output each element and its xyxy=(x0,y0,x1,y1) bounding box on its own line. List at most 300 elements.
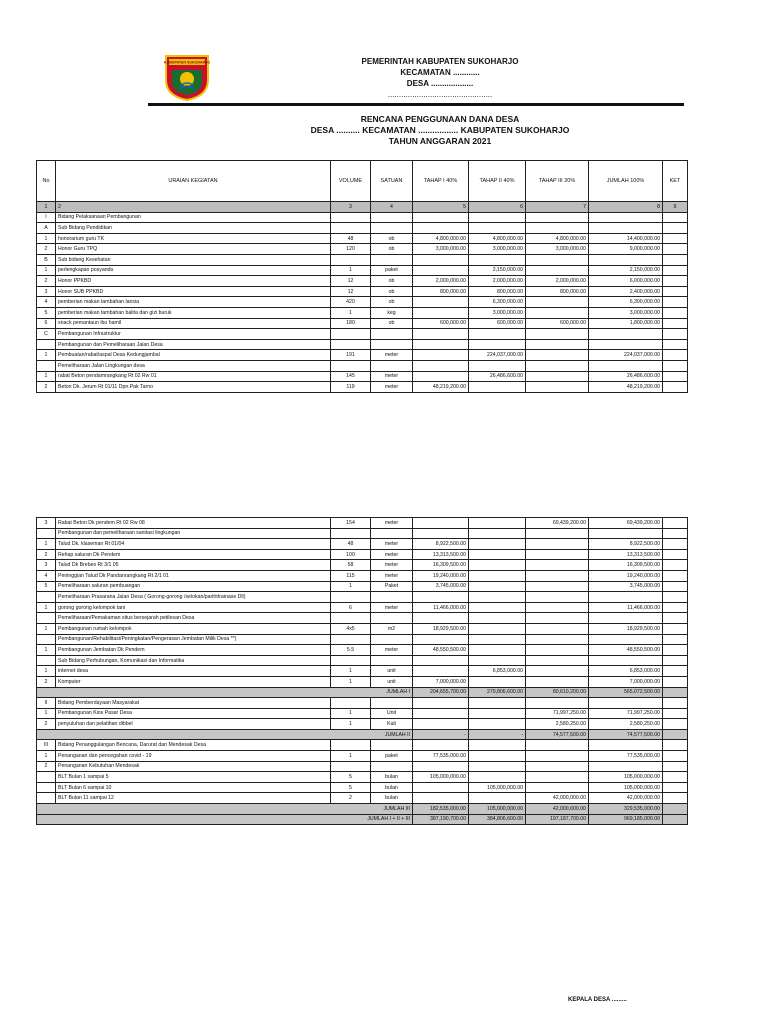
cell-no: 1 xyxy=(37,602,56,613)
cell-uraian-kegiatan: BLT Bulan 1 sampai 5 xyxy=(56,772,331,783)
cell-volume xyxy=(331,360,371,371)
cell-satuan: ob xyxy=(371,318,413,329)
cell-tahap-iii-20- xyxy=(526,329,589,340)
cell-no: B xyxy=(37,254,56,265)
table-row xyxy=(37,286,688,297)
cell-tahap-ii-40- xyxy=(469,761,526,772)
cell-uraian-kegiatan: Penanganan Kebutuhan Mendesak xyxy=(56,761,331,772)
cell-volume: 2 xyxy=(331,793,371,804)
table-row xyxy=(37,592,688,603)
total-jumlah: 74,577,500.00 xyxy=(589,729,663,740)
cell-volume: 5.5 xyxy=(331,645,371,656)
table-row xyxy=(37,254,688,265)
cell-jumlah-100-: 26,486,600.00 xyxy=(589,371,663,382)
cell-no xyxy=(37,613,56,624)
budget-table-page2 xyxy=(36,517,688,825)
cell-volume: 58 xyxy=(331,560,371,571)
cell-tahap-ii-40- xyxy=(469,708,526,719)
cell-tahap-i-40-: 8,922,500.00 xyxy=(413,539,469,550)
cell-ket xyxy=(663,329,688,340)
cell-tahap-ii-40- xyxy=(469,698,526,709)
cell-ket xyxy=(663,560,688,571)
cell-uraian-kegiatan: URAIAN KEGIATAN xyxy=(56,161,331,202)
cell-uraian-kegiatan: Rabat Beton Dk pendem Rt 02 Rw 08 xyxy=(56,518,331,529)
cell-tahap-iii-20-: 69,439,200.00 xyxy=(526,518,589,529)
table-row xyxy=(37,655,688,666)
cell-uraian-kegiatan: Pembuatan/rabat/aspal Desa Kedungjambal xyxy=(56,350,331,361)
cell-uraian-kegiatan: pemberian makan tambahan balita dan gizi buruk xyxy=(56,307,331,318)
cell-tahap-i-40- xyxy=(413,719,469,730)
cell-tahap-i-40- xyxy=(413,329,469,340)
total-tahap3: 197,187,700.00 xyxy=(526,814,589,825)
cell-no: 2 xyxy=(37,276,56,287)
cell-volume: 145 xyxy=(331,371,371,382)
cell-tahap-ii-40- xyxy=(469,223,526,234)
cell-jumlah-100-: 16,309,500.00 xyxy=(589,560,663,571)
cell-tahap-i-40-: 105,000,000.00 xyxy=(413,772,469,783)
cell-satuan: keg xyxy=(371,307,413,318)
cell-tahap-ii-40-: 3,000,000.00 xyxy=(469,307,526,318)
cell-no: 1 xyxy=(37,233,56,244)
cell-satuan xyxy=(371,254,413,265)
cell-volume: 3 xyxy=(331,202,371,213)
cell-uraian-kegiatan: Pemeliharaan Jalan Lingkungan desa xyxy=(56,360,331,371)
cell-ket xyxy=(663,645,688,656)
cell-tahap-ii-40- xyxy=(469,602,526,613)
cell-tahap-iii-20- xyxy=(526,751,589,762)
cell-satuan: meter xyxy=(371,645,413,656)
cell-tahap-i-40- xyxy=(413,634,469,645)
cell-uraian-kegiatan: pemberian makan tambahan lansia xyxy=(56,297,331,308)
cell-tahap-ii-40- xyxy=(469,719,526,730)
cell-satuan: paket xyxy=(371,751,413,762)
cell-tahap-i-40- xyxy=(413,339,469,350)
cell-satuan: m2 xyxy=(371,623,413,634)
cell-jumlah-100-: 14,400,000.00 xyxy=(589,233,663,244)
table-row xyxy=(37,666,688,677)
table-row xyxy=(37,751,688,762)
table-row xyxy=(37,613,688,624)
cell-jumlah-100- xyxy=(589,698,663,709)
total-tahap2: 105,000,000.00 xyxy=(469,804,526,815)
cell-uraian-kegiatan: Talud Dk. klaseman Rt 01/04 xyxy=(56,539,331,550)
cell-tahap-i-40-: 11,466,000.00 xyxy=(413,602,469,613)
cell-no xyxy=(37,528,56,539)
cell-uraian-kegiatan: Sub Bidang Pendidikan xyxy=(56,223,331,234)
cell-tahap-iii-20- xyxy=(526,528,589,539)
cell-uraian-kegiatan: Pembangunan rumah kelompok xyxy=(56,623,331,634)
cell-tahap-iii-20-: 4,800,000.00 xyxy=(526,233,589,244)
cell-tahap-iii-20- xyxy=(526,740,589,751)
cell-satuan: Unit xyxy=(371,708,413,719)
table-row xyxy=(37,528,688,539)
cell-no: 1 xyxy=(37,371,56,382)
cell-tahap-ii-40-: 600,000.00 xyxy=(469,318,526,329)
cell-tahap-i-40- xyxy=(413,307,469,318)
cell-satuan xyxy=(371,528,413,539)
cell-no: 1 xyxy=(37,666,56,677)
cell-jumlah-100-: 2,580,250.00 xyxy=(589,719,663,730)
cell-tahap-i-40-: 2,000,000.00 xyxy=(413,276,469,287)
jumlah-i-row xyxy=(37,687,688,698)
cell-volume: 48 xyxy=(331,539,371,550)
cell-satuan: meter xyxy=(371,602,413,613)
cell-uraian-kegiatan: Penanganan dan pencegahan covid - 19 xyxy=(56,751,331,762)
table-row xyxy=(37,570,688,581)
cell-tahap-iii-20-: 600,000.00 xyxy=(526,318,589,329)
cell-volume xyxy=(331,698,371,709)
cell-jumlah-100-: 42,000,000.00 xyxy=(589,793,663,804)
cell-jumlah-100- xyxy=(589,254,663,265)
cell-uraian-kegiatan: penyuluhan dan pelatihan dibbel xyxy=(56,719,331,730)
cell-tahap-iii-20- xyxy=(526,307,589,318)
cell-volume: 1 xyxy=(331,751,371,762)
table-row xyxy=(37,708,688,719)
cell-satuan xyxy=(371,223,413,234)
cell-tahap-iii-20- xyxy=(526,761,589,772)
table-row xyxy=(37,223,688,234)
cell-tahap-ii-40- xyxy=(469,528,526,539)
cell-ket xyxy=(663,761,688,772)
cell-tahap-i-40-: 48,219,200.00 xyxy=(413,382,469,393)
table-row xyxy=(37,634,688,645)
table-row xyxy=(37,793,688,804)
cell-ket xyxy=(663,623,688,634)
cell-tahap-iii-20- xyxy=(526,371,589,382)
cell-volume: 1 xyxy=(331,708,371,719)
cell-volume: 1 xyxy=(331,666,371,677)
cell-volume xyxy=(331,212,371,223)
cell-tahap-ii-40-: 4,800,000.00 xyxy=(469,233,526,244)
desa-line: DESA ................... xyxy=(406,79,474,88)
cell-volume xyxy=(331,740,371,751)
cell-ket xyxy=(663,350,688,361)
cell-volume xyxy=(331,528,371,539)
cell-tahap-iii-20- xyxy=(526,265,589,276)
table-row xyxy=(37,539,688,550)
cell-ket xyxy=(663,339,688,350)
cell-satuan xyxy=(371,613,413,624)
cell-ket xyxy=(663,265,688,276)
cell-jumlah-100-: 69,439,200.00 xyxy=(589,518,663,529)
cell-tahap-i-40- xyxy=(413,666,469,677)
cell-uraian-kegiatan: Pemeliharaan Prasarana Jalan Desa ( Gorong-gorong /selokan/parit/drainase Dll) xyxy=(56,592,331,603)
table-row xyxy=(37,782,688,793)
cell-tahap-i-40- xyxy=(413,360,469,371)
cell-uraian-kegiatan: Pembangunan Jembatan Dk Pendem xyxy=(56,645,331,656)
cell-satuan: meter xyxy=(371,560,413,571)
cell-no: 3 xyxy=(37,560,56,571)
cell-no xyxy=(37,339,56,350)
cell-tahap-ii-40- xyxy=(469,793,526,804)
cell-satuan: ob xyxy=(371,276,413,287)
cell-tahap-iii-20- xyxy=(526,782,589,793)
cell-tahap-ii-40- xyxy=(469,613,526,624)
cell-tahap-iii-20- xyxy=(526,570,589,581)
cell-satuan xyxy=(371,329,413,340)
cell-tahap-iii-20- xyxy=(526,698,589,709)
cell-satuan: ob xyxy=(371,244,413,255)
cell-tahap-i-40- xyxy=(413,761,469,772)
cell-volume: 120 xyxy=(331,244,371,255)
cell-jumlah-100-: 105,000,000.00 xyxy=(589,782,663,793)
cell-satuan xyxy=(371,761,413,772)
cell-ket xyxy=(663,212,688,223)
cell-no: I xyxy=(37,212,56,223)
cell-tahap-ii-40-: 224,037,000.00 xyxy=(469,350,526,361)
cell-tahap-ii-40- xyxy=(469,751,526,762)
cell-no xyxy=(37,655,56,666)
cell-tahap-ii-40- xyxy=(469,581,526,592)
table-row xyxy=(37,761,688,772)
cell-no: 1 xyxy=(37,539,56,550)
cell-ket xyxy=(663,698,688,709)
cell-tahap-i-40- xyxy=(413,223,469,234)
cell-tahap-ii-40- xyxy=(469,254,526,265)
cell-tahap-i-40-: 13,313,500.00 xyxy=(413,549,469,560)
cell-uraian-kegiatan: BLT Bulan 11 sampai 12 xyxy=(56,793,331,804)
cell-tahap-i-40- xyxy=(413,740,469,751)
cell-satuan: Paket xyxy=(371,581,413,592)
cell-tahap-ii-40- xyxy=(469,518,526,529)
cell-uraian-kegiatan: 2 xyxy=(56,202,331,213)
cell-jumlah-100- xyxy=(589,655,663,666)
cell-tahap-ii-40- xyxy=(469,634,526,645)
cell-ket xyxy=(663,286,688,297)
total-ket xyxy=(663,729,688,740)
table-row xyxy=(37,212,688,223)
cell-tahap-ii-40-: 6 xyxy=(469,202,526,213)
total-tahap2: 384,806,600.00 xyxy=(469,814,526,825)
cell-volume xyxy=(331,339,371,350)
cell-tahap-iii-20- xyxy=(526,634,589,645)
total-label: JUMLAH III xyxy=(37,804,413,815)
cell-no xyxy=(37,592,56,603)
cell-jumlah-100-: 2,400,000.00 xyxy=(589,286,663,297)
table-row xyxy=(37,307,688,318)
cell-no: 2 xyxy=(37,244,56,255)
cell-tahap-iii-20- xyxy=(526,666,589,677)
cell-tahap-ii-40-: 6,300,000.00 xyxy=(469,297,526,308)
table-row xyxy=(37,645,688,656)
cell-jumlah-100-: JUMLAH 100% xyxy=(589,161,663,202)
cell-no: 4 xyxy=(37,570,56,581)
cell-volume: 5 xyxy=(331,772,371,783)
cell-jumlah-100- xyxy=(589,592,663,603)
cell-ket xyxy=(663,371,688,382)
cell-volume: 100 xyxy=(331,549,371,560)
cell-no: 2 xyxy=(37,382,56,393)
cell-jumlah-100-: 18,929,500.00 xyxy=(589,623,663,634)
table-row xyxy=(37,602,688,613)
table-row xyxy=(37,719,688,730)
cell-tahap-ii-40- xyxy=(469,592,526,603)
cell-volume: 5 xyxy=(331,782,371,793)
cell-satuan xyxy=(371,698,413,709)
document-location: DESA .......... KECAMATAN ................. KABUPATEN SUKOHARJO xyxy=(310,125,570,135)
cell-no: 2 xyxy=(37,549,56,560)
cell-jumlah-100-: 8 xyxy=(589,202,663,213)
cell-tahap-i-40- xyxy=(413,254,469,265)
cell-tahap-i-40-: 77,535,000.00 xyxy=(413,751,469,762)
cell-no xyxy=(37,793,56,804)
cell-jumlah-100-: 13,313,500.00 xyxy=(589,549,663,560)
cell-uraian-kegiatan: snack pemantaun ibu hamil xyxy=(56,318,331,329)
cell-volume xyxy=(331,254,371,265)
document-year: TAHUN ANGGARAN 2021 xyxy=(388,136,492,146)
cell-tahap-i-40-: 3,745,000.00 xyxy=(413,581,469,592)
cell-satuan xyxy=(371,634,413,645)
cell-ket xyxy=(663,634,688,645)
cell-tahap-iii-20- xyxy=(526,772,589,783)
table-row xyxy=(37,560,688,571)
cell-satuan: meter xyxy=(371,570,413,581)
table-row xyxy=(37,676,688,687)
cell-tahap-i-40- xyxy=(413,698,469,709)
cell-satuan xyxy=(371,740,413,751)
cell-tahap-iii-20- xyxy=(526,592,589,603)
cell-jumlah-100-: 71,997,250.00 xyxy=(589,708,663,719)
cell-volume: 191 xyxy=(331,350,371,361)
cell-tahap-ii-40- xyxy=(469,339,526,350)
cell-volume: VOLUME xyxy=(331,161,371,202)
cell-volume: 1 xyxy=(331,265,371,276)
cell-ket xyxy=(663,539,688,550)
jumlah-total-row xyxy=(37,814,688,825)
cell-ket xyxy=(663,518,688,529)
cell-tahap-ii-40- xyxy=(469,212,526,223)
header-divider xyxy=(148,103,684,106)
cell-tahap-iii-20- xyxy=(526,350,589,361)
cell-ket xyxy=(663,297,688,308)
jumlah-iii-row xyxy=(37,804,688,815)
total-ket xyxy=(663,804,688,815)
total-jumlah: 565,072,500.00 xyxy=(589,687,663,698)
cell-volume: 1 xyxy=(331,719,371,730)
cell-tahap-ii-40- xyxy=(469,645,526,656)
table-row xyxy=(37,360,688,371)
cell-tahap-ii-40- xyxy=(469,772,526,783)
cell-no xyxy=(37,782,56,793)
cell-jumlah-100-: 105,000,000.00 xyxy=(589,772,663,783)
cell-no: 5 xyxy=(37,581,56,592)
cell-ket xyxy=(663,318,688,329)
total-label: JUMLAH I + II + III xyxy=(37,814,413,825)
total-label: JUMLAH I xyxy=(37,687,413,698)
cell-uraian-kegiatan: Sub bidang Kesehatan xyxy=(56,254,331,265)
cell-tahap-ii-40-: 2,000,000.00 xyxy=(469,276,526,287)
cell-ket xyxy=(663,655,688,666)
letterhead xyxy=(200,56,680,100)
cell-jumlah-100- xyxy=(589,360,663,371)
cell-uraian-kegiatan: Pembangunan Kios Pasar Desa xyxy=(56,708,331,719)
cell-no: 3 xyxy=(37,518,56,529)
cell-tahap-iii-20- xyxy=(526,613,589,624)
cell-satuan: meter xyxy=(371,518,413,529)
total-tahap1: 387,190,700.00 xyxy=(413,814,469,825)
cell-no: 5 xyxy=(37,307,56,318)
cell-satuan: ob xyxy=(371,286,413,297)
cell-satuan: SATUAN xyxy=(371,161,413,202)
cell-uraian-kegiatan: Honor PPKBD xyxy=(56,276,331,287)
cell-tahap-iii-20-: 71,997,250.00 xyxy=(526,708,589,719)
cell-tahap-i-40- xyxy=(413,350,469,361)
cell-no xyxy=(37,634,56,645)
cell-tahap-i-40-: 16,309,500.00 xyxy=(413,560,469,571)
cell-tahap-i-40-: 19,240,000.00 xyxy=(413,570,469,581)
cell-no: 2 xyxy=(37,676,56,687)
cell-satuan: meter xyxy=(371,539,413,550)
cell-tahap-i-40- xyxy=(413,613,469,624)
cell-tahap-iii-20- xyxy=(526,655,589,666)
cell-satuan: bulan xyxy=(371,772,413,783)
cell-jumlah-100-: 6,000,000.00 xyxy=(589,276,663,287)
cell-satuan xyxy=(371,212,413,223)
cell-tahap-ii-40- xyxy=(469,329,526,340)
cell-satuan: bulan xyxy=(371,793,413,804)
cell-satuan: 4 xyxy=(371,202,413,213)
cell-tahap-ii-40-: 6,853,000.00 xyxy=(469,666,526,677)
cell-tahap-iii-20- xyxy=(526,623,589,634)
cell-ket xyxy=(663,254,688,265)
cell-ket xyxy=(663,613,688,624)
cell-tahap-iii-20- xyxy=(526,549,589,560)
cell-uraian-kegiatan: internet desa xyxy=(56,666,331,677)
cell-jumlah-100-: 48,550,500.00 xyxy=(589,645,663,656)
cell-tahap-ii-40- xyxy=(469,539,526,550)
cell-jumlah-100-: 224,037,000.00 xyxy=(589,350,663,361)
cell-tahap-ii-40-: 800,000.00 xyxy=(469,286,526,297)
cell-ket xyxy=(663,740,688,751)
cell-ket xyxy=(663,581,688,592)
total-tahap2: 279,806,600.00 xyxy=(469,687,526,698)
cell-ket xyxy=(663,719,688,730)
cell-tahap-iii-20- xyxy=(526,339,589,350)
cell-uraian-kegiatan: Bidang Pelaksanaan Pembangunan xyxy=(56,212,331,223)
cell-jumlah-100-: 8,922,500.00 xyxy=(589,539,663,550)
table-row xyxy=(37,518,688,529)
total-ket xyxy=(663,687,688,698)
cell-tahap-ii-40- xyxy=(469,570,526,581)
cell-tahap-ii-40- xyxy=(469,676,526,687)
cell-tahap-i-40-: 18,929,500.00 xyxy=(413,623,469,634)
cell-uraian-kegiatan: Pembangunan/Rehabilitasi/Peningkatan/Pengerasan Jembatan Milik Desa **) xyxy=(56,634,331,645)
cell-jumlah-100-: 9,000,000.00 xyxy=(589,244,663,255)
cell-ket xyxy=(663,772,688,783)
cell-tahap-ii-40- xyxy=(469,655,526,666)
cell-uraian-kegiatan: Beton Dk. Jerum Rt 01/11 Dpn.Pak Tarno xyxy=(56,382,331,393)
cell-volume: 1 xyxy=(331,676,371,687)
table-row xyxy=(37,297,688,308)
cell-satuan: ob xyxy=(371,297,413,308)
cell-tahap-i-40-: 7,000,000.00 xyxy=(413,676,469,687)
cell-volume: 119 xyxy=(331,382,371,393)
cell-tahap-iii-20-: 800,000.00 xyxy=(526,286,589,297)
cell-no: A xyxy=(37,223,56,234)
document-title: RENCANA PENGGUNAAN DANA DESA xyxy=(360,114,520,124)
cell-tahap-ii-40- xyxy=(469,549,526,560)
cell-no: 4 xyxy=(37,297,56,308)
cell-volume: 6 xyxy=(331,602,371,613)
cell-volume: 12 xyxy=(331,286,371,297)
cell-tahap-iii-20-: 2,000,000.00 xyxy=(526,276,589,287)
total-tahap1: 204,655,700.00 xyxy=(413,687,469,698)
cell-no: 1 xyxy=(37,623,56,634)
cell-tahap-iii-20- xyxy=(526,602,589,613)
cell-volume: 115 xyxy=(331,570,371,581)
cell-tahap-ii-40- xyxy=(469,740,526,751)
cell-tahap-iii-20- xyxy=(526,676,589,687)
